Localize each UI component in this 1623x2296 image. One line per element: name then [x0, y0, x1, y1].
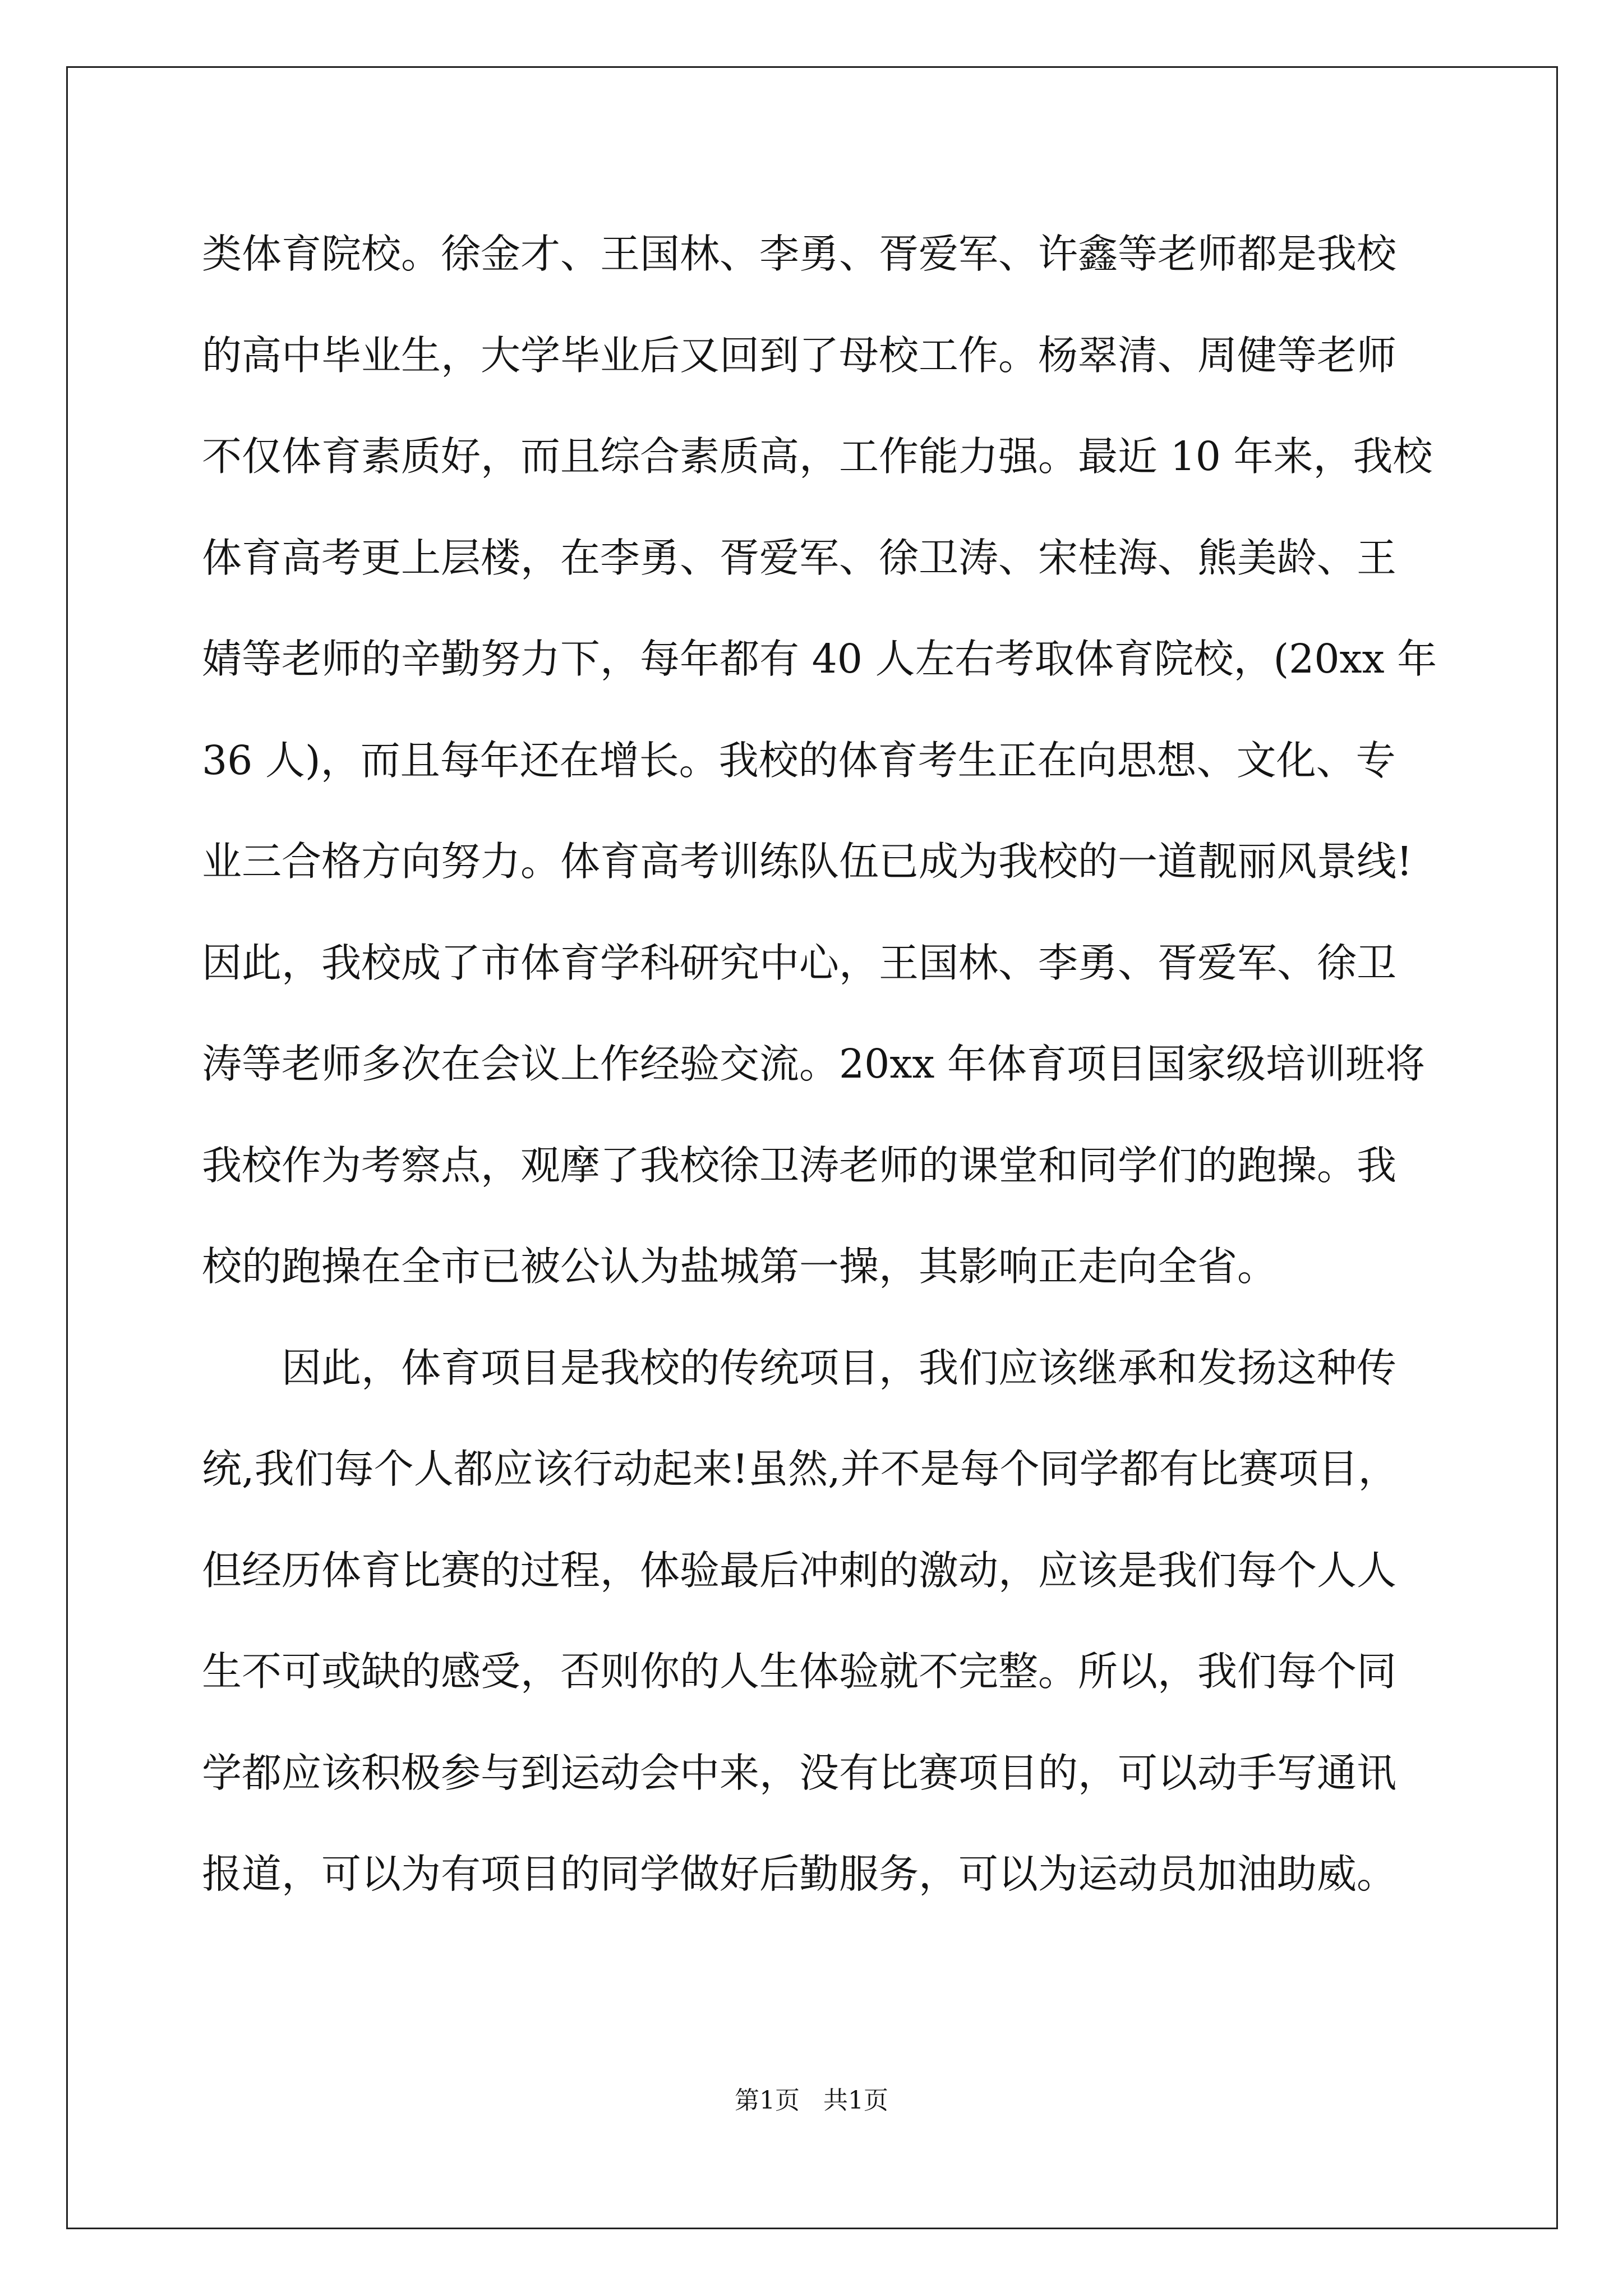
- paragraph-1-line-11: 校的跑操在全市已被公认为盐城第一操，其影响正走向全省。: [202, 1243, 1278, 1290]
- paragraph-2-line-3: 但经历体育比赛的过程，体验最后冲刺的激动，应该是我们每个人人: [202, 1547, 1397, 1594]
- paragraph-1-line-6: 36 人)，而且每年还在增长。我校的体育考生正在向思想、文化、专: [202, 737, 1396, 784]
- paragraph-1-line-3: 不仅体育素质好，而且综合素质高，工作能力强。最近 10 年来，我校: [202, 433, 1433, 480]
- paragraph-2-line-2: 统,我们每个人都应该行动起来!虽然,并不是每个同学都有比赛项目，: [202, 1446, 1398, 1492]
- paragraph-1-line-9: 涛等老师多次在会议上作经验交流。20xx 年体育项目国家级培训班将: [202, 1041, 1425, 1087]
- paragraph-1-line-7: 业三合格方向努力。体育高考训练队伍已成为我校的一道靓丽风景线!: [202, 838, 1413, 885]
- paragraph-1-line-5: 婧等老师的辛勤努力下，每年都有 40 人左右考取体育院校，(20xx 年: [202, 636, 1437, 682]
- paragraph-2-line-5: 学都应该积极参与到运动会中来，没有比赛项目的，可以动手写通讯: [202, 1750, 1397, 1796]
- paragraph-1-line-10: 我校作为考察点，观摩了我校徐卫涛老师的课堂和同学们的跑操。我: [202, 1142, 1397, 1189]
- paragraph-1-line-8: 因此，我校成了市体育学科研究中心，王国林、李勇、胥爱军、徐卫: [202, 940, 1397, 986]
- paragraph-2-line-1: 因此，体育项目是我校的传统项目，我们应该继承和发扬这种传: [282, 1345, 1397, 1391]
- paragraph-1-line-2: 的高中毕业生，大学毕业后又回到了母校工作。杨翠清、周健等老师: [202, 332, 1397, 379]
- page-number-footer: 第1页 共1页: [735, 2086, 888, 2115]
- paragraph-1-line-1: 类体育院校。徐金才、王国林、李勇、胥爱军、许鑫等老师都是我校: [202, 231, 1397, 277]
- paragraph-2-line-6: 报道，可以为有项目的同学做好后勤服务，可以为运动员加油助威。: [202, 1851, 1397, 1897]
- paragraph-2-line-4: 生不可或缺的感受，否则你的人生体验就不完整。所以，我们每个同: [202, 1648, 1397, 1695]
- paragraph-1-line-4: 体育高考更上层楼，在李勇、胥爱军、徐卫涛、宋桂海、熊美龄、王: [202, 535, 1397, 581]
